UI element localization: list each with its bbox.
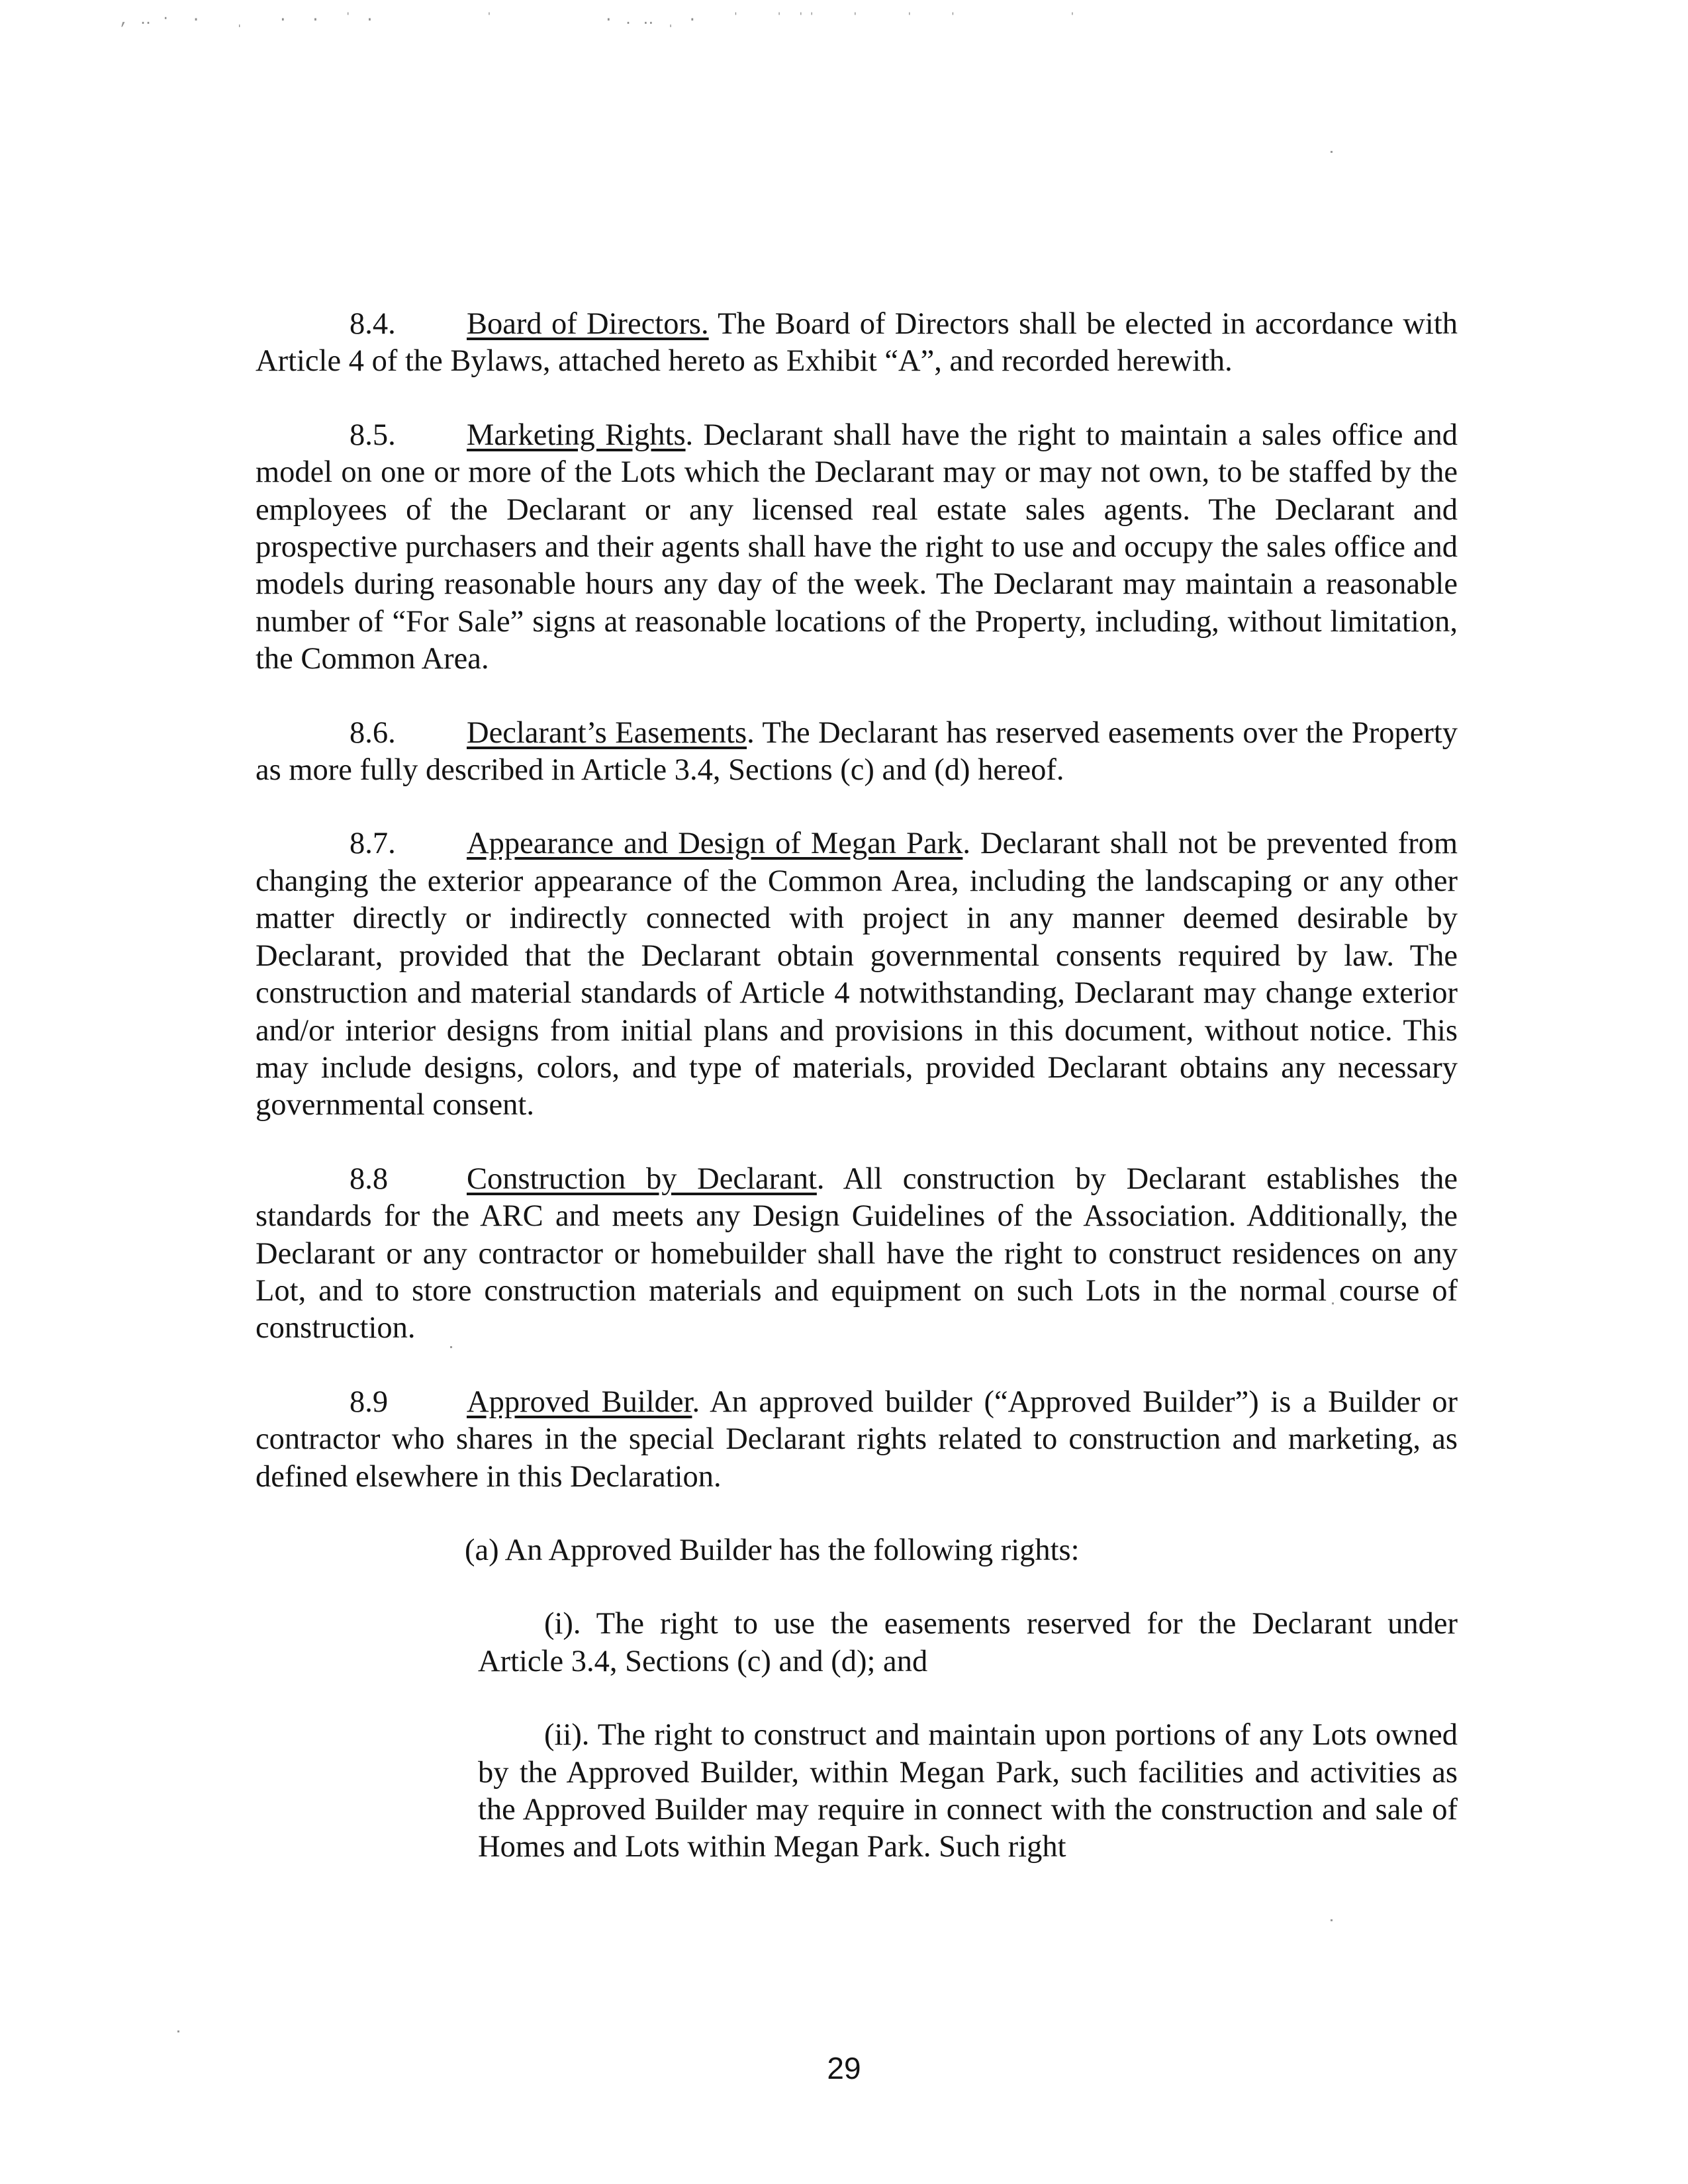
section-8-8 [256, 1161, 1458, 1347]
section-number: 8.6. [350, 715, 396, 750]
section-heading: Construction by Declarant [467, 1161, 817, 1196]
section-number: 8.7. [350, 827, 396, 861]
section-heading: Marketing Rights [467, 418, 686, 452]
section-8-4 [256, 306, 1458, 381]
section-text: . An approved builder (“Approved Builder”) is a Builder or contractor who shares in the special Declarant rights related to construction and marketing, as defined elsewhere in this Declaration. [256, 1385, 1458, 1494]
subsection-a: (a) An Approved Builder has the following rights: [465, 1533, 1080, 1567]
scan-speck [1331, 1919, 1333, 1921]
section-heading: Appearance and Design of Megan Park [467, 827, 963, 861]
scan-speck [177, 2030, 179, 2032]
section-heading: Declarant’s Easements [467, 715, 747, 750]
section-number: 8.4. [350, 307, 396, 341]
section-8-9 [256, 1384, 1458, 1496]
section-text: . Declarant shall have the right to maintain a sales office and model on one or more of the Lots which the Declarant may or may not own, to be staffed by the employees of the Declarant or any licensed real estate sales agents. The Declarant and prospective purchasers and their agents shall have the right to use and occupy the sales office and models during reasonable hours any day of the week. The Declarant may maintain a reasonable number of “For Sale” signs at reasonable locations of the Property, including, without limitation, the Common Area. [256, 418, 1458, 676]
section-heading: Approved Builder [467, 1385, 692, 1419]
subsection-item-ii: (ii). The right to construct and maintain upon portions of any Lots owned by the Approved Builder, within Megan Park, such facilities and activities as the Approved Builder may require in connect with the construction and sale of Homes and Lots within Megan Park. Such right [478, 1718, 1458, 1864]
section-text: . All construction by Declarant establishes the standards for the ARC and meets any Design Guidelines of the Association. Additionally, the Declarant or any contractor or homebuilder shall have the right to construct residences on any Lot, and to store construction materials and equipment on such Lots in the normal course of construction. [256, 1161, 1458, 1345]
section-text: . Declarant shall not be prevented from changing the exterior appearance of the Common Area, including the landscaping or any other matter directly or indirectly connected with project in any manner deemed desirable by Declarant, provided that the Declarant obtain governmental consents required by law. The construction and material standards of Article 4 notwithstanding, Declarant may change exterior and/or interior designs from initial plans and provisions in this document, without notice. This may include designs, colors, and type of materials, provided Declarant obtains any necessary governmental consent. [256, 827, 1458, 1122]
section-8-7 [256, 825, 1458, 1124]
scan-speck [1331, 151, 1333, 153]
section-8-6 [256, 715, 1458, 790]
section-8-5 [256, 417, 1458, 678]
scan-artifact-header: ‚ ‥ ‧ · ˌ · · ˈ · ˈ · ․ ‥ ˌ · ˈ ˈ ˈˈ ˈ ˈ ˈ ˈ [86, 11, 1079, 29]
section-text: . The Declarant has reserved easements over the Property as more fully described in Article 3.4, Sections (c) and (d) hereof. [256, 715, 1458, 788]
section-text: The Board of Directors shall be elected in accordance with Article 4 of the Bylaws, attached hereto as Exhibit “A”, and recorded herewith. [256, 307, 1458, 379]
page-number: 29 [827, 2051, 861, 2085]
section-number: 8.5. [350, 418, 396, 452]
section-number: 8.9 [350, 1385, 389, 1419]
section-heading: Board of Directors. [467, 307, 709, 341]
document-body [256, 306, 1458, 1903]
subsection-item-i: (i). The right to use the easements reserved for the Declarant under Article 3.4, Sections (c) and (d); and [478, 1607, 1458, 1678]
section-number: 8.8 [350, 1161, 389, 1196]
